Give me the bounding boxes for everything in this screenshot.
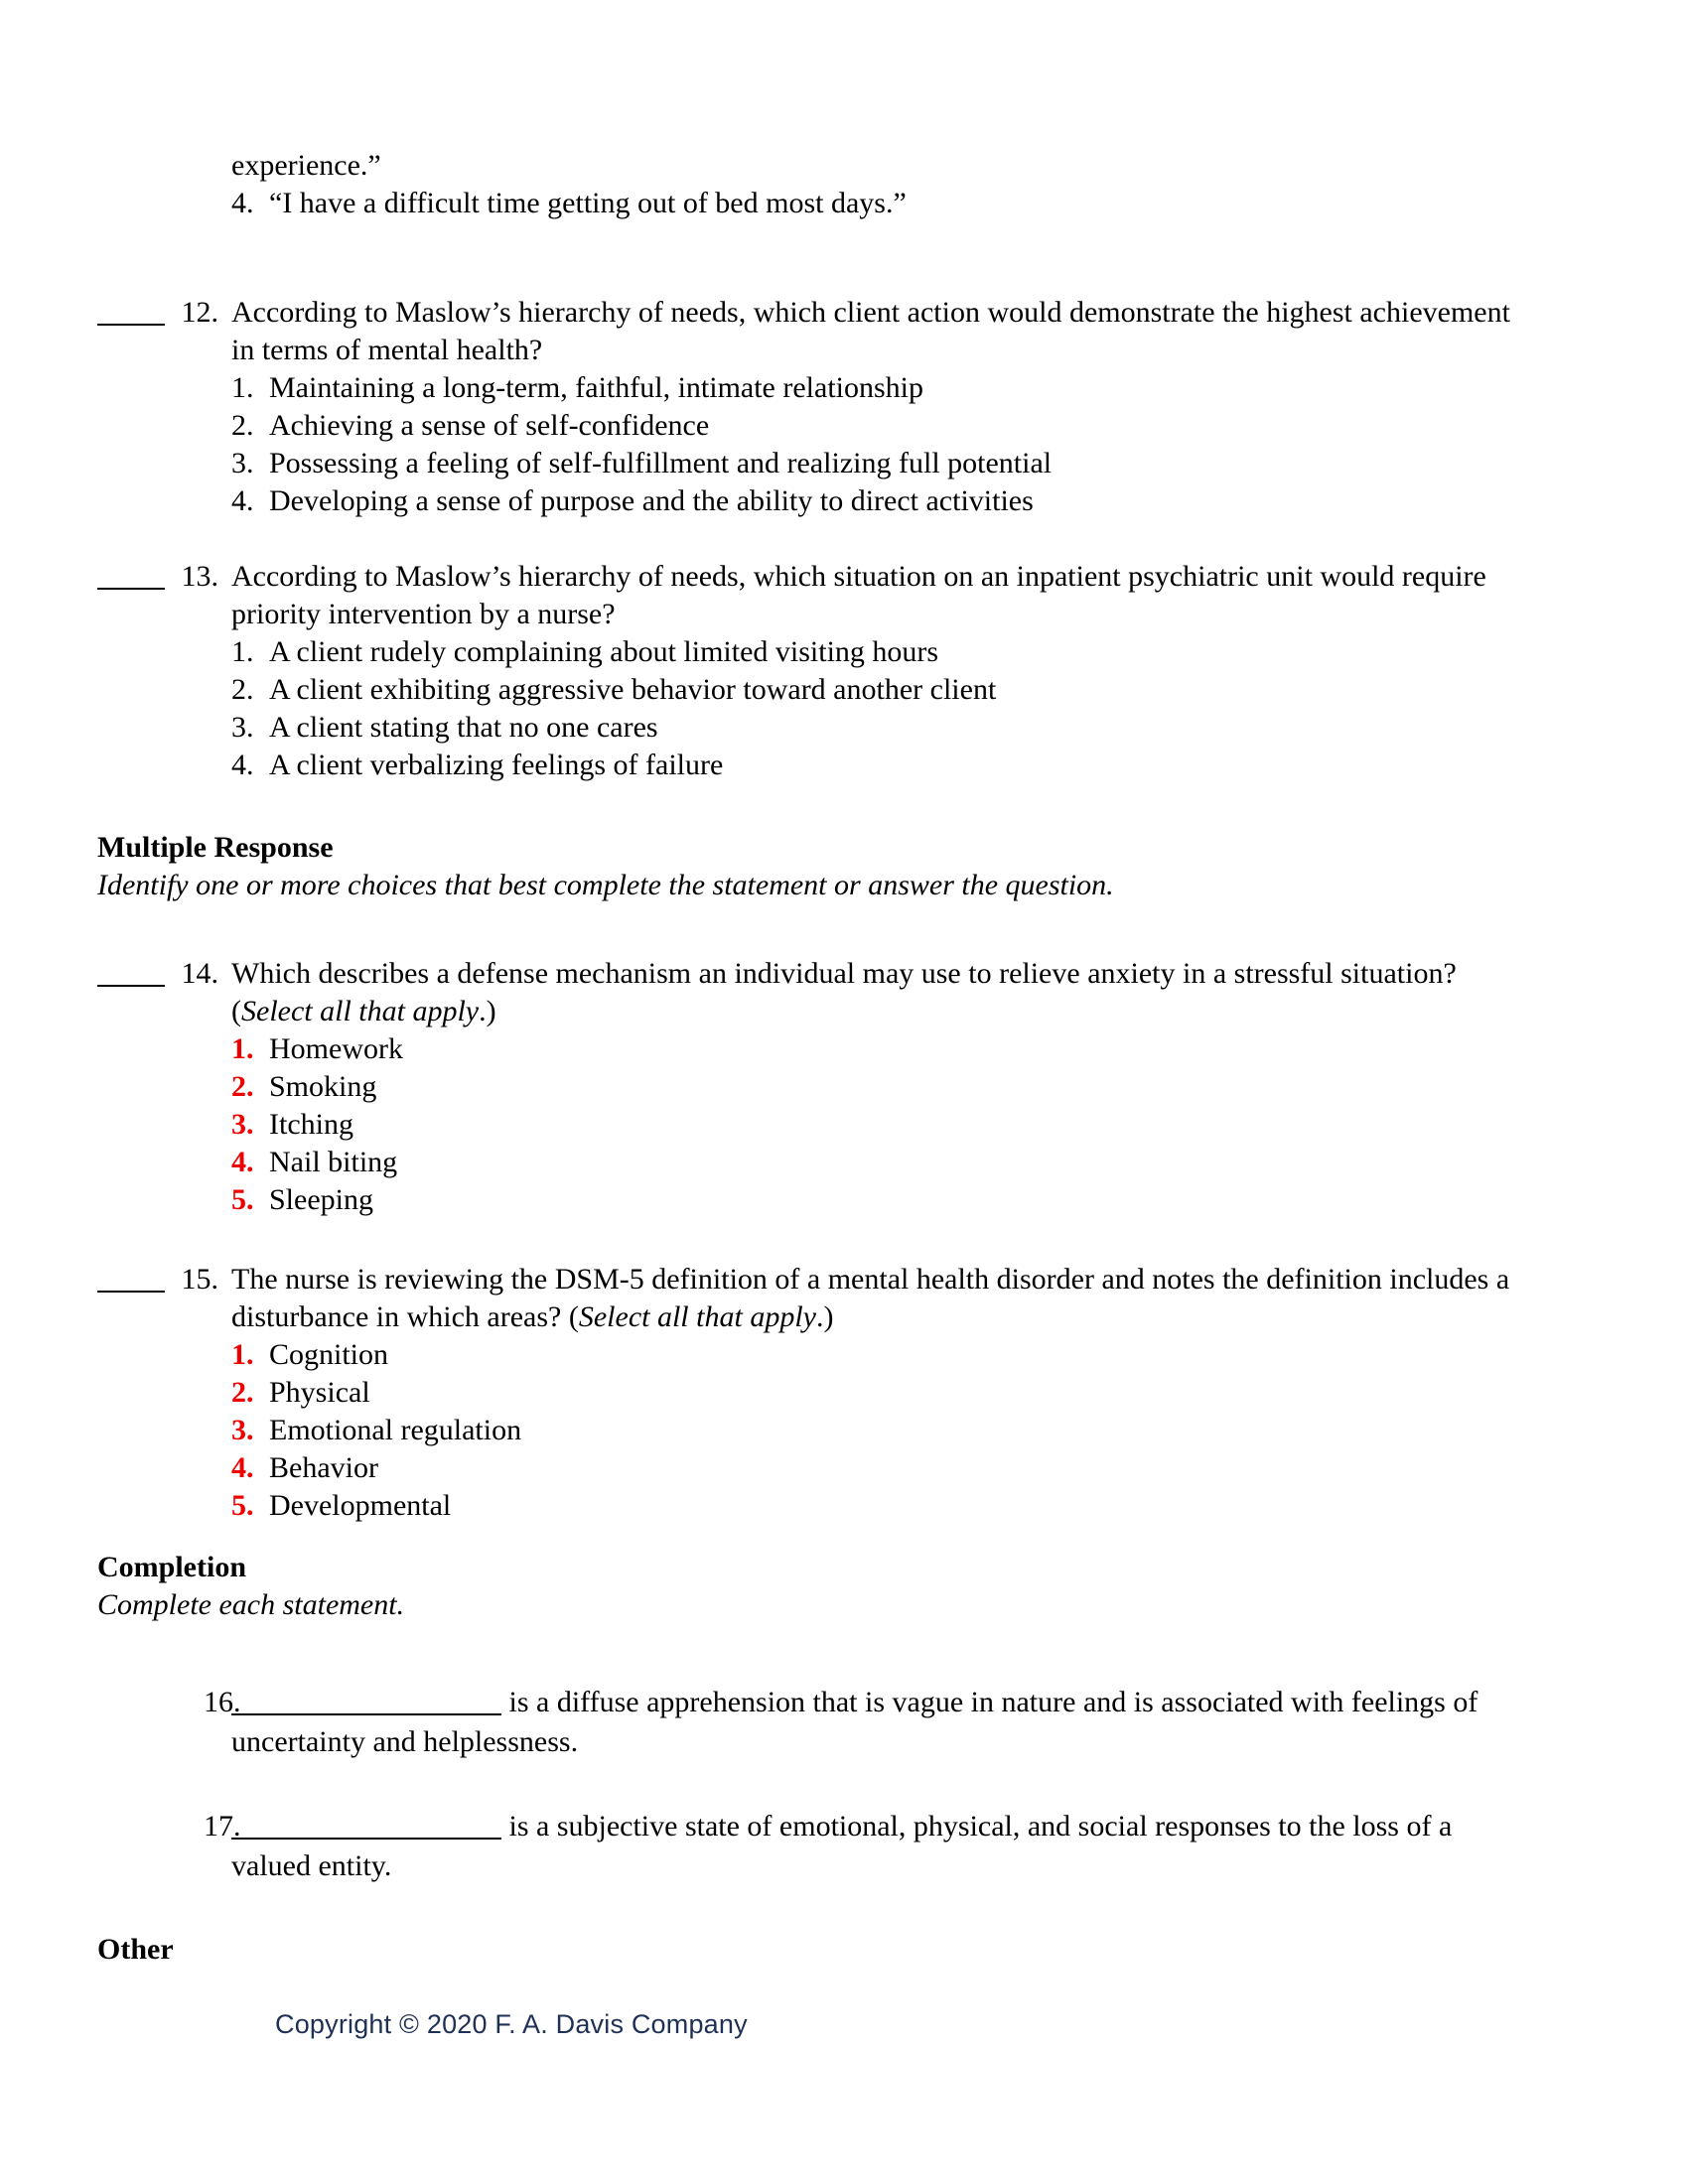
- question-body: [231, 1261, 1527, 1525]
- option-number: 4.: [231, 1451, 254, 1484]
- select-all-that-apply-note: Select all that apply: [578, 1300, 816, 1333]
- question-12: [97, 294, 1527, 520]
- option-text: Possessing a feeling of self-fulfillment and realizing full potential: [269, 447, 1053, 479]
- question-number: 13.: [181, 560, 218, 593]
- question-stem: [231, 955, 1527, 1030]
- fill-in-blank[interactable]: [231, 1686, 501, 1715]
- option-item[interactable]: [231, 1412, 1527, 1449]
- option-item[interactable]: [231, 1068, 1527, 1106]
- section-heading-other: Other: [97, 1933, 174, 1966]
- option-text: A client exhibiting aggressive behavior toward another client: [269, 673, 997, 706]
- continued-question: [97, 147, 1527, 222]
- option-text: Cognition: [269, 1338, 389, 1371]
- item-text: is a diffuse apprehension that is vague in nature and is associated with feelings of uncertainty and helplessness.: [231, 1686, 1478, 1758]
- option-item[interactable]: [231, 633, 1527, 671]
- option-text: Achieving a sense of self-confidence: [269, 409, 710, 442]
- option-number: 4.: [231, 1146, 254, 1178]
- option-text: Maintaining a long-term, faithful, intimate relationship: [269, 371, 924, 404]
- item-body: [231, 1683, 1527, 1762]
- option-text: Developmental: [269, 1489, 452, 1522]
- option-number: 3.: [231, 1108, 254, 1141]
- item-number: 16.: [204, 1686, 241, 1718]
- question-13: [97, 558, 1527, 784]
- option-text: “I have a difficult time getting out of bed most days.”: [269, 187, 907, 219]
- option-text: Sleeping: [269, 1183, 373, 1216]
- copyright-footer: Copyright © 2020 F. A. Davis Company: [275, 2009, 748, 2039]
- option-number: 2.: [231, 1376, 254, 1409]
- option-item[interactable]: [231, 1181, 1527, 1219]
- option-item[interactable]: [231, 709, 1527, 747]
- option-number: 2.: [231, 1070, 254, 1103]
- option-item[interactable]: [231, 185, 1527, 222]
- answer-blank-line[interactable]: [97, 324, 165, 326]
- option-item[interactable]: [231, 1487, 1527, 1525]
- option-list: [231, 1030, 1527, 1219]
- option-number: 2.: [231, 409, 254, 442]
- option-number: 3.: [231, 447, 254, 479]
- completion-item-17: [97, 1807, 1527, 1886]
- answer-blank-line[interactable]: [97, 588, 165, 590]
- option-number: 5.: [231, 1489, 254, 1522]
- option-number: 3.: [231, 1414, 254, 1446]
- item-text: is a subjective state of emotional, physical, and social responses to the loss of a valued entity.: [231, 1810, 1453, 1882]
- question-stem-lead: The nurse is reviewing the DSM-5 definition of a mental health disorder and notes the definition includes a disturbance in which areas? (: [231, 1263, 1510, 1333]
- question-body: [231, 955, 1527, 1219]
- option-text: A client stating that no one cares: [269, 711, 658, 744]
- question-number: 14.: [181, 957, 218, 990]
- option-number: 4.: [231, 187, 254, 219]
- item-body: [231, 1807, 1527, 1886]
- option-item[interactable]: [231, 1106, 1527, 1144]
- option-text: Itching: [269, 1108, 353, 1141]
- option-text: Smoking: [269, 1070, 377, 1103]
- question-body: [231, 294, 1527, 520]
- question-stem-tail: .): [479, 995, 496, 1027]
- question-number: 12.: [181, 296, 218, 329]
- question-body: [231, 558, 1527, 784]
- option-item[interactable]: [231, 747, 1527, 784]
- question-stem: According to Maslow’s hierarchy of needs, which client action would demonstrate the highest achievement in terms of mental health?: [231, 296, 1510, 366]
- option-number: 4.: [231, 749, 254, 781]
- option-number: 1.: [231, 635, 254, 668]
- option-text: A client verbalizing feelings of failure: [269, 749, 724, 781]
- option-item[interactable]: [231, 1374, 1527, 1412]
- option-text: Behavior: [269, 1451, 378, 1484]
- question-body: [231, 147, 1527, 222]
- option-text: Developing a sense of purpose and the ability to direct activities: [269, 484, 1034, 517]
- option-list: [231, 1336, 1527, 1525]
- option-item[interactable]: [231, 671, 1527, 709]
- option-text: Physical: [269, 1376, 370, 1409]
- option-item[interactable]: [231, 1144, 1527, 1181]
- option-text: Homework: [269, 1032, 403, 1065]
- section-instruction-completion: Complete each statement.: [97, 1588, 405, 1621]
- select-all-that-apply-note: Select all that apply: [241, 995, 480, 1027]
- option-item[interactable]: [231, 407, 1527, 445]
- option-number: 4.: [231, 484, 254, 517]
- option-text: Emotional regulation: [269, 1414, 522, 1446]
- option-text: Nail biting: [269, 1146, 398, 1178]
- option-list: [231, 369, 1527, 520]
- question-stem-tail: .): [815, 1300, 834, 1333]
- section-instruction-multiple-response: Identify one or more choices that best complete the statement or answer the question.: [97, 869, 1114, 901]
- completion-item-16: [97, 1683, 1527, 1762]
- option-item[interactable]: [231, 445, 1527, 482]
- question-stem: [231, 1261, 1527, 1336]
- question-stem-tail: experience.”: [231, 149, 381, 182]
- question-number: 15.: [181, 1263, 218, 1296]
- option-number: 1.: [231, 371, 254, 404]
- option-item[interactable]: [231, 1030, 1527, 1068]
- item-number: 17.: [204, 1810, 241, 1843]
- option-list: [231, 185, 1527, 222]
- answer-blank-line[interactable]: [97, 1291, 165, 1293]
- section-heading-multiple-response: Multiple Response: [97, 831, 334, 864]
- option-number: 3.: [231, 711, 254, 744]
- option-item[interactable]: [231, 1336, 1527, 1374]
- option-number: 5.: [231, 1183, 254, 1216]
- answer-blank-line[interactable]: [97, 985, 165, 987]
- option-item[interactable]: [231, 369, 1527, 407]
- option-item[interactable]: [231, 1449, 1527, 1487]
- question-14: [97, 955, 1527, 1219]
- option-number: 2.: [231, 673, 254, 706]
- option-number: 1.: [231, 1032, 254, 1065]
- option-text: A client rudely complaining about limited visiting hours: [269, 635, 939, 668]
- option-item[interactable]: [231, 482, 1527, 520]
- option-number: 1.: [231, 1338, 254, 1371]
- question-stem: According to Maslow’s hierarchy of needs, which situation on an inpatient psychiatric unit would require priority intervention by a nurse?: [231, 560, 1486, 630]
- question-15: [97, 1261, 1527, 1525]
- option-list: [231, 633, 1527, 784]
- section-heading-completion: Completion: [97, 1551, 246, 1583]
- fill-in-blank[interactable]: [231, 1810, 501, 1840]
- question-stem-lead: Which describes a defense mechanism an individual may use to relieve anxiety in a stressful situation? (: [231, 957, 1457, 1027]
